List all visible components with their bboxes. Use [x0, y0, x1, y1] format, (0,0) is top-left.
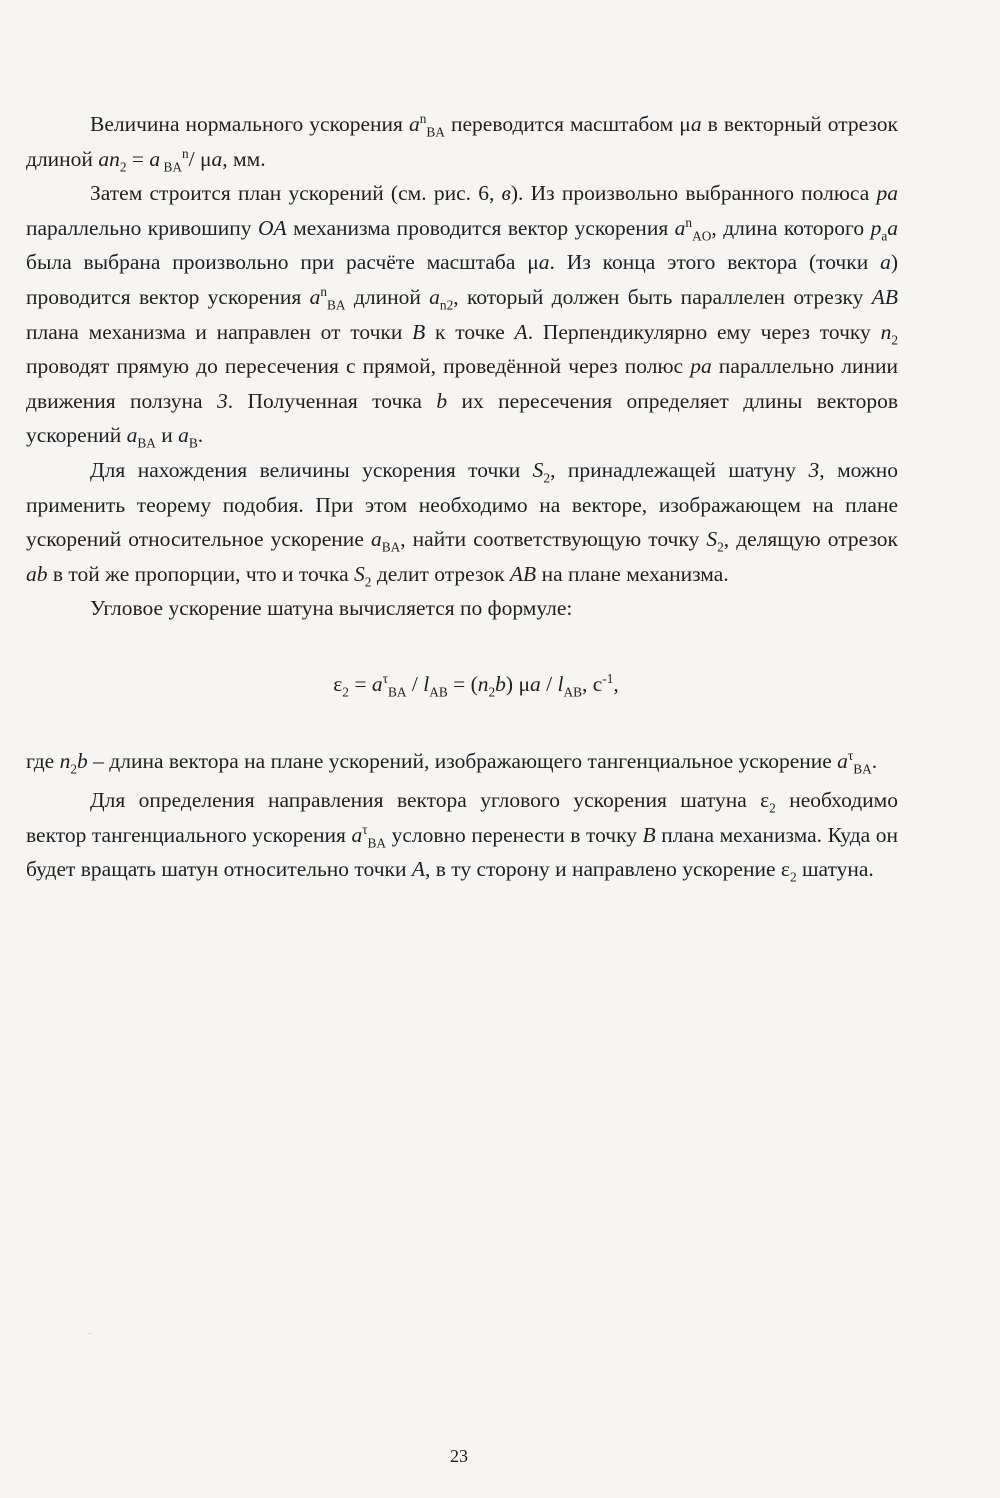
- subscript: BA: [387, 684, 407, 700]
- superscript: n: [181, 145, 189, 161]
- italic-symbol: a: [880, 250, 891, 275]
- italic-symbol: S: [532, 457, 544, 482]
- italic-symbol: S: [354, 561, 365, 586]
- subscript: a: [881, 228, 888, 244]
- paragraph-normal-acceleration: Величина нормального ускорения $a^n_{BA}$ переводится масштабом μa в векторный отрезок длиной $an_2 = a$ $_{BA}^n$/ μa, мм.: [26, 110, 898, 174]
- superscript: τ: [382, 670, 388, 686]
- italic-symbol: a: [211, 146, 223, 171]
- italic-symbol: S: [706, 527, 718, 552]
- paragraph-angular-acceleration-intro: Угловое ускорение шатуна вычисляется по формуле:: [90, 596, 573, 621]
- subscript: 2: [891, 331, 898, 347]
- italic-symbol: 3: [216, 388, 228, 413]
- paragraph-formula-explanation: где $n_2b$ – длина вектора на плане ускорений, изображающего тангенциальное ускорение $a^\tau_{BA}$.: [26, 747, 878, 776]
- superscript: n: [320, 283, 328, 299]
- paragraph-similarity-theorem: Для нахождения величины ускорения точки $S_2$, принадлежащей шатуну 3, можно применить теорему подобия. При этом необходимо на векторе, изображающем на плане ускорений относительное ускорение $a_{BA}$, найти соответствующую точку $S_2$, делящую отрезок ab в той же пропорции, что и точка $S_2$ делит отрезок AB на плане механизма.: [26, 457, 899, 590]
- italic-symbol: OA: [258, 215, 287, 240]
- subscript: BA: [160, 158, 182, 174]
- scan-artifact: [88, 1333, 92, 1334]
- superscript: n: [685, 214, 693, 230]
- superscript: τ: [362, 821, 368, 837]
- italic-symbol: a: [371, 671, 383, 696]
- subscript: BA: [381, 539, 401, 555]
- italic-symbol: a: [538, 250, 550, 275]
- paragraph-acceleration-plan: Затем строится план ускорений (см. рис. 6, в). Из произвольно выбранного полюса pa параллельно кривошипу OA механизма проводится вектор ускорения $a^n_{AO}$, длина которого $p_aa$ была выбрана произвольно при расчёте масштаба μa. Из конца этого вектора (точки a) проводится вектор ускорения $a^n_{BA}$ длиной $a_{n2}$, который должен быть параллелен отрезку AB плана механизма и направлен от точки B к точке A. Перпендикулярно ему через точку $n_2$ проводят прямую до пересечения с прямой, проведённой через полюс pa параллельно линии движения ползуна 3. Полученная точка b их пересечения определяет длины векторов ускорений $a_{BA}$ и $a_B$.: [26, 181, 899, 451]
- italic-symbol: an: [98, 146, 120, 171]
- italic-symbol: p: [870, 215, 882, 240]
- italic-symbol: в: [501, 181, 511, 206]
- italic-symbol: pa: [876, 181, 898, 206]
- subscript: 2: [717, 539, 724, 555]
- italic-symbol: a: [887, 215, 898, 240]
- subscript: B: [188, 435, 198, 451]
- subscript: BA: [137, 435, 156, 451]
- italic-symbol: pa: [690, 354, 712, 379]
- subscript: AB: [563, 684, 582, 700]
- italic-symbol: n: [880, 319, 892, 344]
- italic-symbol: a: [126, 423, 138, 448]
- paragraph-direction: Для определения направления вектора углового ускорения шатуна $\varepsilon_2$ необходимо вектор тангенциального ускорения $a^\tau_{BA}$ условно перенести в точку B плана механизма. Куда он будет вращать шатун относительно точки A, в ту сторону и направлено ускорение $\varepsilon_2$ шатуна.: [26, 788, 899, 885]
- italic-symbol: 3: [808, 457, 820, 482]
- page-number: 23: [450, 1446, 468, 1466]
- italic-symbol: a: [674, 215, 686, 240]
- subscript: AO: [692, 228, 712, 244]
- subscript: 2: [364, 574, 372, 590]
- angular-acceleration-formula: $\varepsilon_2 = a^\tau_{BA} / l_{AB} = (n_2b)$ μa / $l_{AB}$, $с^{-1}$,: [333, 670, 619, 700]
- subscript: AB: [429, 684, 448, 700]
- italic-symbol: ab: [26, 561, 48, 586]
- subscript: 2: [70, 760, 78, 776]
- superscript: -1: [602, 670, 614, 686]
- subscript: BA: [426, 124, 445, 140]
- italic-symbol: n: [59, 748, 71, 773]
- italic-symbol: B: [412, 319, 426, 344]
- italic-symbol: a: [309, 284, 321, 309]
- italic-symbol: b: [436, 388, 448, 413]
- subscript: n2: [439, 297, 454, 313]
- subscript: 2: [789, 869, 797, 885]
- subscript: BA: [367, 834, 387, 850]
- body-text: [26, 107, 898, 887]
- subscript: 2: [119, 158, 127, 174]
- superscript: τ: [847, 747, 854, 763]
- italic-symbol: a: [837, 748, 848, 773]
- subscript: 2: [769, 800, 776, 816]
- italic-symbol: B: [642, 822, 656, 847]
- italic-symbol: n: [477, 671, 489, 696]
- subscript: 2: [543, 470, 551, 486]
- italic-symbol: l: [423, 671, 430, 696]
- italic-symbol: a: [429, 284, 440, 309]
- italic-symbol: a: [370, 527, 382, 552]
- subscript: 2: [488, 684, 496, 700]
- subscript: BA: [327, 297, 346, 313]
- superscript: n: [419, 110, 427, 126]
- italic-symbol: l: [557, 671, 564, 696]
- italic-symbol: a: [178, 423, 189, 448]
- italic-symbol: b: [495, 671, 506, 696]
- italic-symbol: A: [411, 857, 426, 882]
- italic-symbol: A: [514, 319, 528, 344]
- italic-symbol: a: [149, 146, 161, 171]
- subscript: 2: [342, 684, 349, 700]
- italic-symbol: AB: [871, 284, 899, 309]
- italic-symbol: a: [408, 112, 420, 136]
- subscript: BA: [853, 760, 872, 776]
- italic-symbol: a: [690, 112, 702, 136]
- italic-symbol: AB: [509, 561, 537, 586]
- italic-symbol: b: [77, 748, 88, 773]
- italic-symbol: a: [529, 671, 541, 696]
- italic-symbol: a: [351, 822, 363, 847]
